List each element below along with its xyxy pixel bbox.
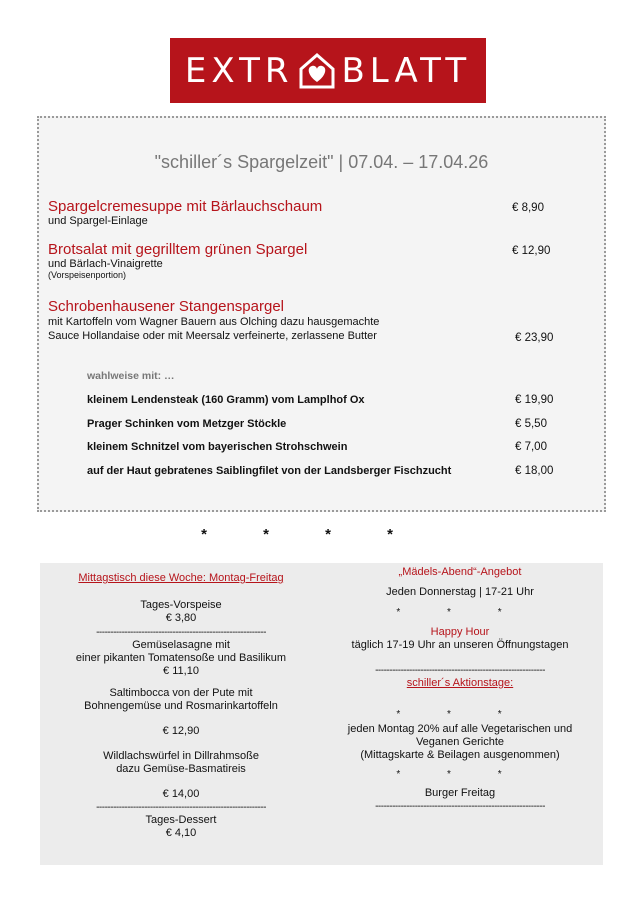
aktionstage-title: schiller´s Aktionstage:	[406, 677, 514, 689]
vegetarian-offer-note: (Mittagskarte & Beilagen ausgenommen)	[360, 749, 560, 761]
vegetarian-offer: Veganen Gerichte	[415, 736, 505, 748]
dish-price: € 12,90	[162, 725, 200, 737]
option-price: € 5,50	[515, 418, 547, 430]
burger-friday: Burger Freitag	[424, 787, 496, 799]
spargel-menu-box	[37, 116, 606, 512]
vorspeise-price: € 3,80	[165, 612, 197, 624]
section-separator: * * * *	[201, 526, 419, 543]
item-name: Spargelcremesuppe mit Bärlauchschaum	[48, 198, 323, 215]
option-label: Prager Schinken vom Metzger Stöckle	[87, 418, 287, 430]
heart-house-icon	[297, 51, 337, 91]
item-desc: und Spargel-Einlage	[48, 215, 148, 227]
item-price: € 8,90	[512, 202, 544, 214]
item-name: Schrobenhausener Stangenspargel	[48, 298, 285, 315]
stars-divider: * * *	[396, 709, 524, 720]
mittagstisch-column	[50, 563, 312, 840]
logo-text-left: EXTR	[184, 50, 294, 91]
menu-item	[48, 241, 307, 280]
dish-price: € 14,00	[162, 788, 200, 800]
option-price: € 19,90	[515, 394, 554, 406]
happy-hour-text: täglich 17-19 Uhr an unseren Öffnungstagen	[351, 639, 569, 651]
divider: ------------------------------------------------------------	[96, 627, 266, 638]
divider: ------------------------------------------------------------	[375, 665, 545, 676]
item-price: € 12,90	[512, 245, 551, 257]
logo-text-right: BLATT	[341, 50, 472, 91]
specials-box	[40, 563, 603, 865]
dish-desc: Bohnengemüse und Rosmarinkartoffeln	[84, 700, 278, 712]
dish-name: Saltimbocca von der Pute mit	[109, 687, 253, 699]
item-note: (Vorspeisenportion)	[48, 270, 127, 280]
divider: ------------------------------------------------------------	[375, 801, 545, 812]
item-desc: Sauce Hollandaise oder mit Meersalz verfeinerte, zerlassene Butter	[48, 330, 377, 342]
happy-hour-title: Happy Hour	[430, 626, 490, 638]
option-label: kleinem Lendensteak (160 Gramm) vom Lamplhof Ox	[87, 394, 365, 406]
dish-desc: einer pikanten Tomatensoße und Basilikum	[75, 652, 287, 664]
madels-time: Jeden Donnerstag | 17-21 Uhr	[386, 586, 534, 598]
item-desc: und Bärlach-Vinaigrette	[48, 258, 163, 270]
item-name: Brotsalat mit gegrilltem grünen Spargel	[48, 241, 308, 258]
angebote-column	[330, 563, 590, 813]
madels-title: „Mädels-Abend“-Angebot	[398, 566, 522, 578]
vegetarian-offer: jeden Montag 20% auf alle Vegetarischen und	[347, 723, 573, 735]
dessert-price: € 4,10	[165, 827, 197, 839]
option-label: auf der Haut gebratenes Saiblingfilet von der Landsberger Fischzucht	[87, 465, 452, 477]
option-price: € 7,00	[515, 441, 547, 453]
dessert-name: Tages-Dessert	[145, 814, 217, 826]
item-desc: mit Kartoffeln vom Wagner Bauern aus Olching dazu hausgemachte	[48, 316, 380, 328]
dish-price: € 11,10	[163, 665, 199, 677]
dish-desc: dazu Gemüse-Basmatireis	[116, 763, 246, 775]
menu-item	[48, 198, 322, 227]
mittag-heading: Mittagstisch diese Woche: Montag-Freitag	[78, 572, 284, 584]
dish-name: Wildlachswürfel in Dillrahmsoße	[103, 750, 259, 762]
dish-name: Gemüselasagne mit	[132, 639, 230, 651]
spargel-title: "schiller´s Spargelzeit" | 07.04. – 17.04.26	[154, 152, 489, 172]
option-price: € 18,00	[515, 465, 554, 477]
stars-divider: * * *	[396, 607, 524, 618]
item-price: € 23,90	[515, 332, 554, 344]
vorspeise-name: Tages-Vorspeise	[140, 599, 222, 611]
extrablatt-logo	[170, 38, 486, 103]
option-label: kleinem Schnitzel vom bayerischen Strohschwein	[87, 441, 348, 453]
stars-divider: * * *	[396, 769, 524, 780]
options-heading: wahlweise mit: …	[87, 370, 175, 382]
menu-item	[48, 298, 379, 342]
divider: ------------------------------------------------------------	[96, 802, 266, 813]
